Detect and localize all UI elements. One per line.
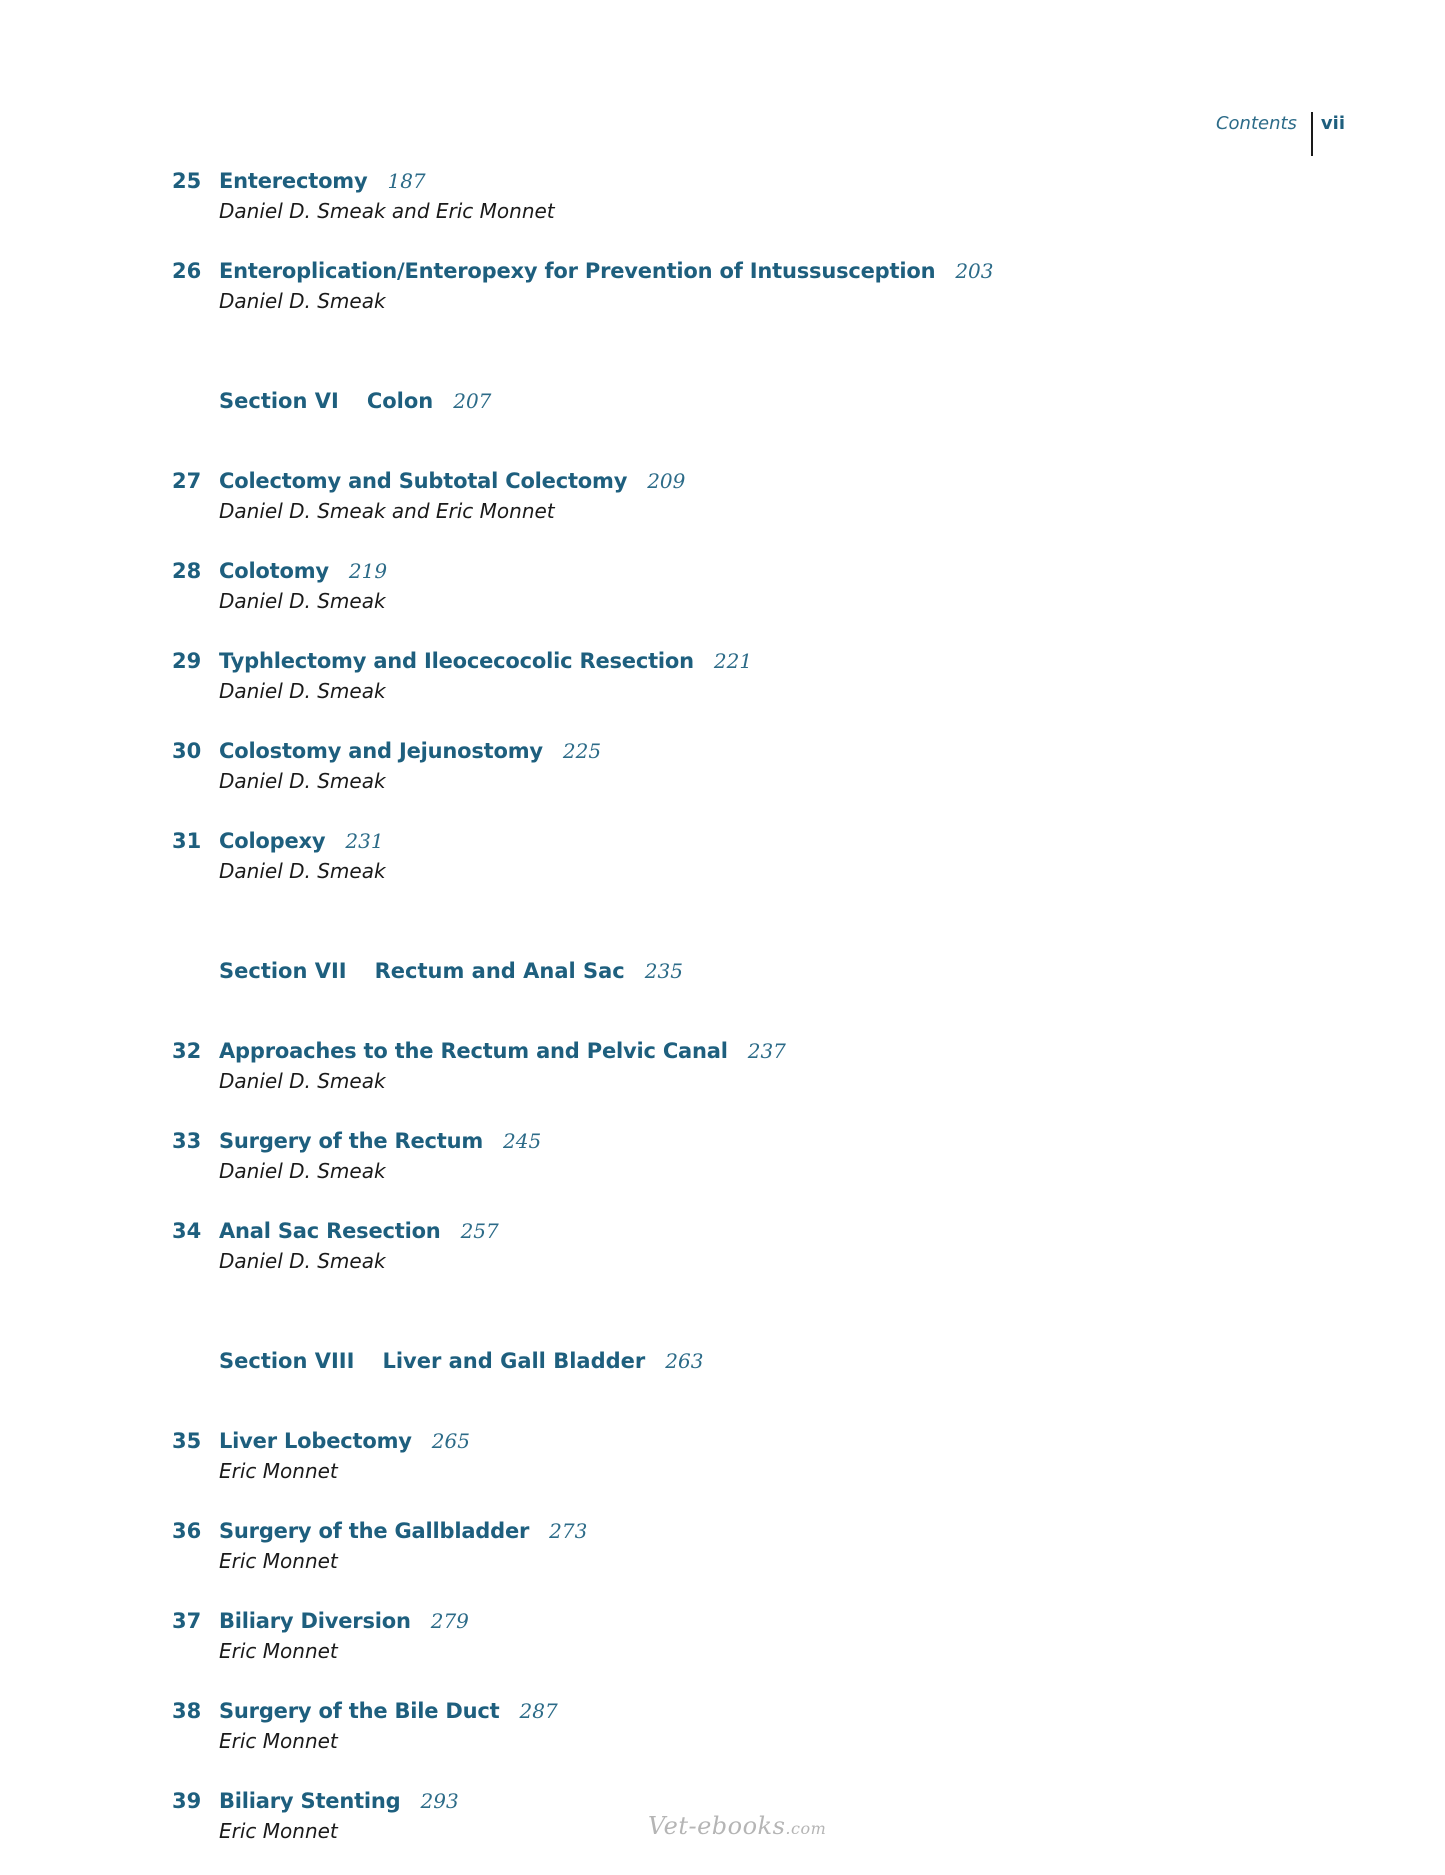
- toc-section-heading[interactable]: [0, 1335, 1445, 1425]
- section-name: Rectum and Anal Sac: [374, 959, 625, 983]
- chapter-title-line: [219, 1219, 499, 1243]
- watermark-tld: .com: [785, 1819, 827, 1838]
- chapter-author: Eric Monnet: [219, 1819, 338, 1843]
- toc-chapter-entry[interactable]: [0, 1695, 1445, 1785]
- toc-chapter-entry[interactable]: [0, 645, 1445, 735]
- chapter-number: 28: [172, 559, 202, 583]
- toc-chapter-entry[interactable]: [0, 825, 1445, 915]
- chapter-number: 29: [172, 649, 202, 673]
- section-label: Section VI: [219, 389, 339, 413]
- toc-chapter-entry[interactable]: [0, 255, 1445, 345]
- toc-chapter-entry[interactable]: [0, 1425, 1445, 1515]
- chapter-author: Daniel D. Smeak: [219, 1249, 386, 1273]
- chapter-number: 38: [172, 1699, 202, 1723]
- chapter-number: 25: [172, 169, 202, 193]
- chapter-page-number: 187: [387, 169, 426, 193]
- section-page-number: 263: [665, 1349, 704, 1373]
- chapter-page-number: 219: [348, 559, 388, 583]
- chapter-title: Biliary Diversion: [219, 1609, 411, 1633]
- chapter-title: Surgery of the Bile Duct: [219, 1699, 500, 1723]
- chapter-title-line: [219, 169, 426, 193]
- chapter-title-line: [219, 1519, 587, 1543]
- section-heading-line: [219, 1349, 703, 1373]
- section-name: Colon: [366, 389, 434, 413]
- toc-chapter-entry[interactable]: [0, 735, 1445, 825]
- chapter-author: Daniel D. Smeak and Eric Monnet: [219, 199, 555, 223]
- chapter-title-line: [219, 469, 685, 493]
- chapter-author: Eric Monnet: [219, 1459, 338, 1483]
- chapter-number: 34: [172, 1219, 202, 1243]
- chapter-author: Eric Monnet: [219, 1639, 338, 1663]
- watermark-name: Vet-ebooks: [648, 1812, 786, 1840]
- chapter-author: Daniel D. Smeak: [219, 589, 386, 613]
- section-spacer: [0, 1305, 1445, 1335]
- chapter-page-number: 265: [431, 1429, 470, 1453]
- chapter-title-line: [219, 259, 994, 283]
- chapter-page-number: 225: [562, 739, 602, 763]
- chapter-title-line: [219, 1429, 470, 1453]
- chapter-page-number: 287: [519, 1699, 558, 1723]
- chapter-number: 35: [172, 1429, 202, 1453]
- chapter-number: 27: [172, 469, 202, 493]
- section-page-number: 207: [453, 389, 492, 413]
- chapter-title-line: [219, 1039, 786, 1063]
- chapter-title: Enteroplication/Enteropexy for Prevention of Intussusception: [219, 259, 936, 283]
- chapter-page-number: 231: [345, 829, 384, 853]
- chapter-author: Daniel D. Smeak: [219, 859, 386, 883]
- toc-chapter-entry[interactable]: [0, 1515, 1445, 1605]
- section-spacer: [0, 345, 1445, 375]
- chapter-author: Daniel D. Smeak: [219, 769, 386, 793]
- chapter-title: Colopexy: [219, 829, 326, 853]
- toc-section-heading[interactable]: [0, 375, 1445, 465]
- running-head-page-number: vii: [1320, 113, 1345, 134]
- chapter-number: 39: [172, 1789, 202, 1813]
- chapter-author: Daniel D. Smeak: [219, 1159, 386, 1183]
- chapter-author: Daniel D. Smeak: [219, 1069, 386, 1093]
- running-head: [1216, 112, 1345, 156]
- chapter-page-number: 203: [955, 259, 994, 283]
- chapter-number: 36: [172, 1519, 202, 1543]
- chapter-number: 33: [172, 1129, 202, 1153]
- chapter-page-number: 245: [503, 1129, 542, 1153]
- chapter-page-number: 293: [420, 1789, 459, 1813]
- chapter-number: 30: [172, 739, 202, 763]
- chapter-title: Biliary Stenting: [219, 1789, 401, 1813]
- chapter-title: Anal Sac Resection: [219, 1219, 441, 1243]
- toc-chapter-entry[interactable]: [0, 555, 1445, 645]
- chapter-page-number: 273: [549, 1519, 588, 1543]
- chapter-author: Eric Monnet: [219, 1729, 338, 1753]
- chapter-number: 31: [172, 829, 202, 853]
- chapter-number: 26: [172, 259, 202, 283]
- chapter-title-line: [219, 1609, 469, 1633]
- chapter-number: 37: [172, 1609, 202, 1633]
- chapter-title: Colostomy and Jejunostomy: [219, 739, 543, 763]
- chapter-page-number: 257: [460, 1219, 499, 1243]
- chapter-title-line: [219, 649, 752, 673]
- chapter-title: Liver Lobectomy: [219, 1429, 412, 1453]
- chapter-title-line: [219, 739, 601, 763]
- running-head-label: Contents: [1215, 113, 1297, 134]
- chapter-title: Colotomy: [219, 559, 329, 583]
- chapter-title-line: [219, 1699, 558, 1723]
- chapter-title: Approaches to the Rectum and Pelvic Canal: [219, 1039, 728, 1063]
- chapter-title: Surgery of the Rectum: [219, 1129, 484, 1153]
- chapter-title-line: [219, 1789, 459, 1813]
- section-name: Liver and Gall Bladder: [382, 1349, 646, 1373]
- toc-chapter-entry[interactable]: [0, 1215, 1445, 1305]
- watermark-logo: [648, 1812, 826, 1840]
- chapter-author: Daniel D. Smeak: [219, 289, 386, 313]
- chapter-title: Colectomy and Subtotal Colectomy: [219, 469, 628, 493]
- section-spacer: [0, 915, 1445, 945]
- chapter-title: Surgery of the Gallbladder: [219, 1519, 530, 1543]
- toc-chapter-entry[interactable]: [0, 1035, 1445, 1125]
- chapter-title: Typhlectomy and Ileocecocolic Resection: [219, 649, 694, 673]
- toc-chapter-entry[interactable]: [0, 1605, 1445, 1695]
- chapter-title-line: [219, 1129, 541, 1153]
- chapter-title: Enterectomy: [219, 169, 368, 193]
- chapter-author: Daniel D. Smeak and Eric Monnet: [219, 499, 555, 523]
- section-heading-line: [219, 389, 491, 413]
- toc-chapter-entry[interactable]: [0, 165, 1445, 255]
- section-page-number: 235: [644, 959, 683, 983]
- chapter-number: 32: [172, 1039, 202, 1063]
- chapter-page-number: 237: [747, 1039, 786, 1063]
- table-of-contents: [0, 165, 1445, 1875]
- chapter-page-number: 221: [713, 649, 753, 673]
- chapter-page-number: 209: [647, 469, 686, 493]
- toc-section-heading[interactable]: [0, 945, 1445, 1035]
- chapter-title-line: [219, 829, 384, 853]
- toc-chapter-entry[interactable]: [0, 1125, 1445, 1215]
- chapter-author: Daniel D. Smeak: [219, 679, 386, 703]
- section-label: Section VII: [219, 959, 347, 983]
- chapter-title-line: [219, 559, 387, 583]
- section-label: Section VIII: [219, 1349, 355, 1373]
- chapter-page-number: 279: [430, 1609, 469, 1633]
- toc-chapter-entry[interactable]: [0, 465, 1445, 555]
- chapter-author: Eric Monnet: [219, 1549, 338, 1573]
- section-heading-line: [219, 959, 683, 983]
